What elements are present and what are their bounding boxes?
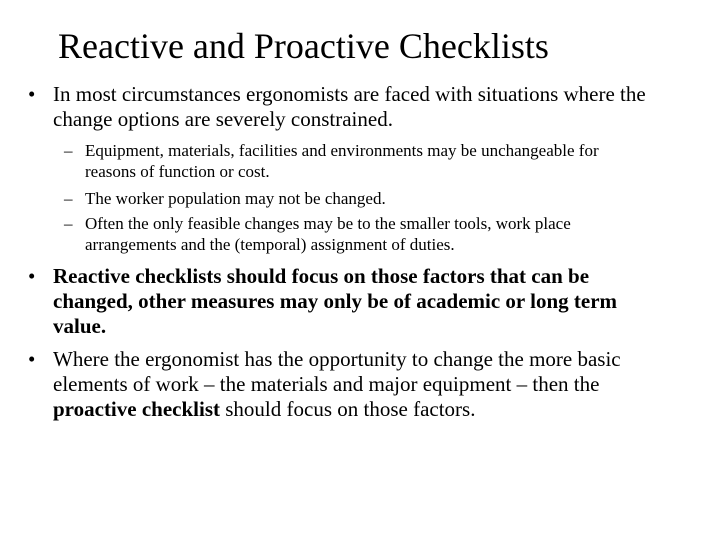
slide-title: Reactive and Proactive Checklists: [58, 26, 549, 66]
subbullet-text: The worker population may not be changed.: [85, 189, 386, 208]
text: Where the ergonomist has the opportunity to change the more basic elements of work – the materials and major equipment – then the: [53, 347, 621, 396]
bullet-marker: •: [28, 347, 36, 371]
bullet-text: In most circumstances ergonomists are faced with situations where the change options are severely constrained.: [53, 82, 646, 131]
text: should focus on those factors.: [220, 397, 476, 421]
bullet-text: [53, 347, 673, 422]
bold-text: proactive checklist: [53, 397, 220, 421]
bullet-text: Reactive checklists should focus on those factors that can be changed, other measures may only be of academic or long term value.: [53, 264, 618, 338]
subbullet-text: Equipment, materials, facilities and environments may be unchangeable for reasons of function or cost.: [85, 141, 599, 181]
bullet-marker: •: [28, 264, 36, 288]
dash-marker: –: [64, 214, 73, 233]
subbullet-text: Often the only feasible changes may be to the smaller tools, work place arrangements and the (temporal) assignment of duties.: [85, 214, 571, 254]
dash-marker: –: [64, 141, 73, 160]
dash-marker: –: [64, 189, 73, 208]
bullet-marker: •: [28, 82, 36, 106]
